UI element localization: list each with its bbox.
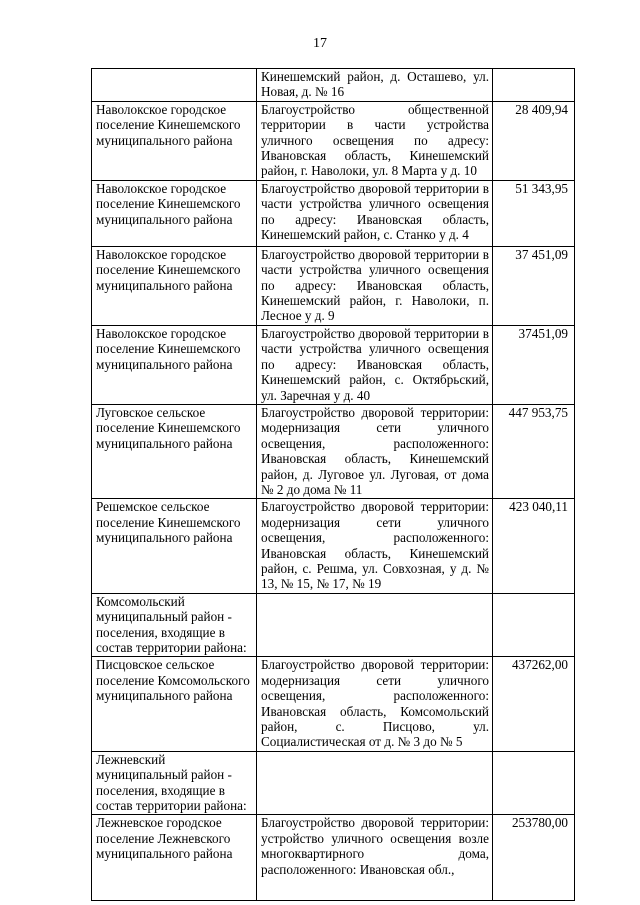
table-row [92,657,575,751]
table-row [92,404,575,498]
table-row [92,815,575,901]
description-cell [257,593,493,657]
amount-cell: 437262,00 [493,657,575,751]
amount-cell [493,69,575,102]
org-cell: Писцовское сельское поселение Комсомольского муниципального района [92,657,257,751]
district-header-cell: Комсомольский муниципальный район - поселения, входящие в состав территории района: [92,593,257,657]
district-header-cell: Лежневский муниципальный район - поселения, входящие в состав территории района: [92,751,257,815]
org-cell: Луговское сельское поселение Кинешемского муниципального района [92,404,257,498]
table-row [92,593,575,657]
org-cell: Наволокское городское поселение Кинешемского муниципального района [92,246,257,325]
description-cell: Благоустройство дворовой территории: модернизация сети уличного освещения, расположенного: Ивановская область, Кинешемский район, с. Решма, ул. Совхозная, у д. № 13, № 15, № 17, № 19 [257,499,493,593]
table-row [92,246,575,325]
amount-cell: 253780,00 [493,815,575,901]
org-cell [92,69,257,102]
org-cell: Наволокское городское поселение Кинешемского муниципального района [92,101,257,180]
amount-cell: 37 451,09 [493,246,575,325]
description-cell: Благоустройство дворовой территории: модернизация сети уличного освещения, расположенного: Ивановская область, Комсомольский район, с. Писцово, ул. Социалистическая от д. № 3 до № 5 [257,657,493,751]
org-cell: Решемское сельское поселение Кинешемского муниципального района [92,499,257,593]
table-row [92,101,575,180]
funding-table [91,68,575,901]
org-cell: Наволокское городское поселение Кинешемского муниципального района [92,180,257,246]
amount-cell: 28 409,94 [493,101,575,180]
description-cell: Благоустройство дворовой территории в части устройства уличного освещения по адресу: Ивановская область, Кинешемский район, с. Станко у д. 4 [257,180,493,246]
description-cell: Благоустройство общественной территории в части устройства уличного освещения по адресу: Ивановская область, Кинешемский район, г. Наволоки, ул. 8 Марта у д. 10 [257,101,493,180]
description-cell: Благоустройство дворовой территории: модернизация сети уличного освещения, расположенного: Ивановская область, Кинешемский район, д. Луговое ул. Луговая, от дома № 2 до дома № 11 [257,404,493,498]
table-row [92,751,575,815]
page-number: 17 [313,36,327,51]
table-row [92,499,575,593]
description-cell: Благоустройство дворовой территории в части устройства уличного освещения по адресу: Ивановская область, Кинешемский район, с. Октябрьский, ул. Заречная у д. 40 [257,325,493,404]
description-cell: Кинешемский район, д. Осташево, ул. Новая, д. № 16 [257,69,493,102]
table-row [92,69,575,102]
amount-cell: 423 040,11 [493,499,575,593]
table-row [92,180,575,246]
org-cell: Лежневское городское поселение Лежневского муниципального района [92,815,257,901]
amount-cell: 51 343,95 [493,180,575,246]
table-row [92,325,575,404]
description-cell [257,751,493,815]
amount-cell [493,751,575,815]
description-cell: Благоустройство дворовой территории в части устройства уличного освещения по адресу: Ивановская область, Кинешемский район, г. Наволоки, п. Лесное у д. 9 [257,246,493,325]
amount-cell: 37451,09 [493,325,575,404]
amount-cell: 447 953,75 [493,404,575,498]
description-cell: Благоустройство дворовой территории: устройство уличного освещения возле многоквартирного дома, расположенного: Ивановская обл., [257,815,493,901]
amount-cell [493,593,575,657]
org-cell: Наволокское городское поселение Кинешемского муниципального района [92,325,257,404]
